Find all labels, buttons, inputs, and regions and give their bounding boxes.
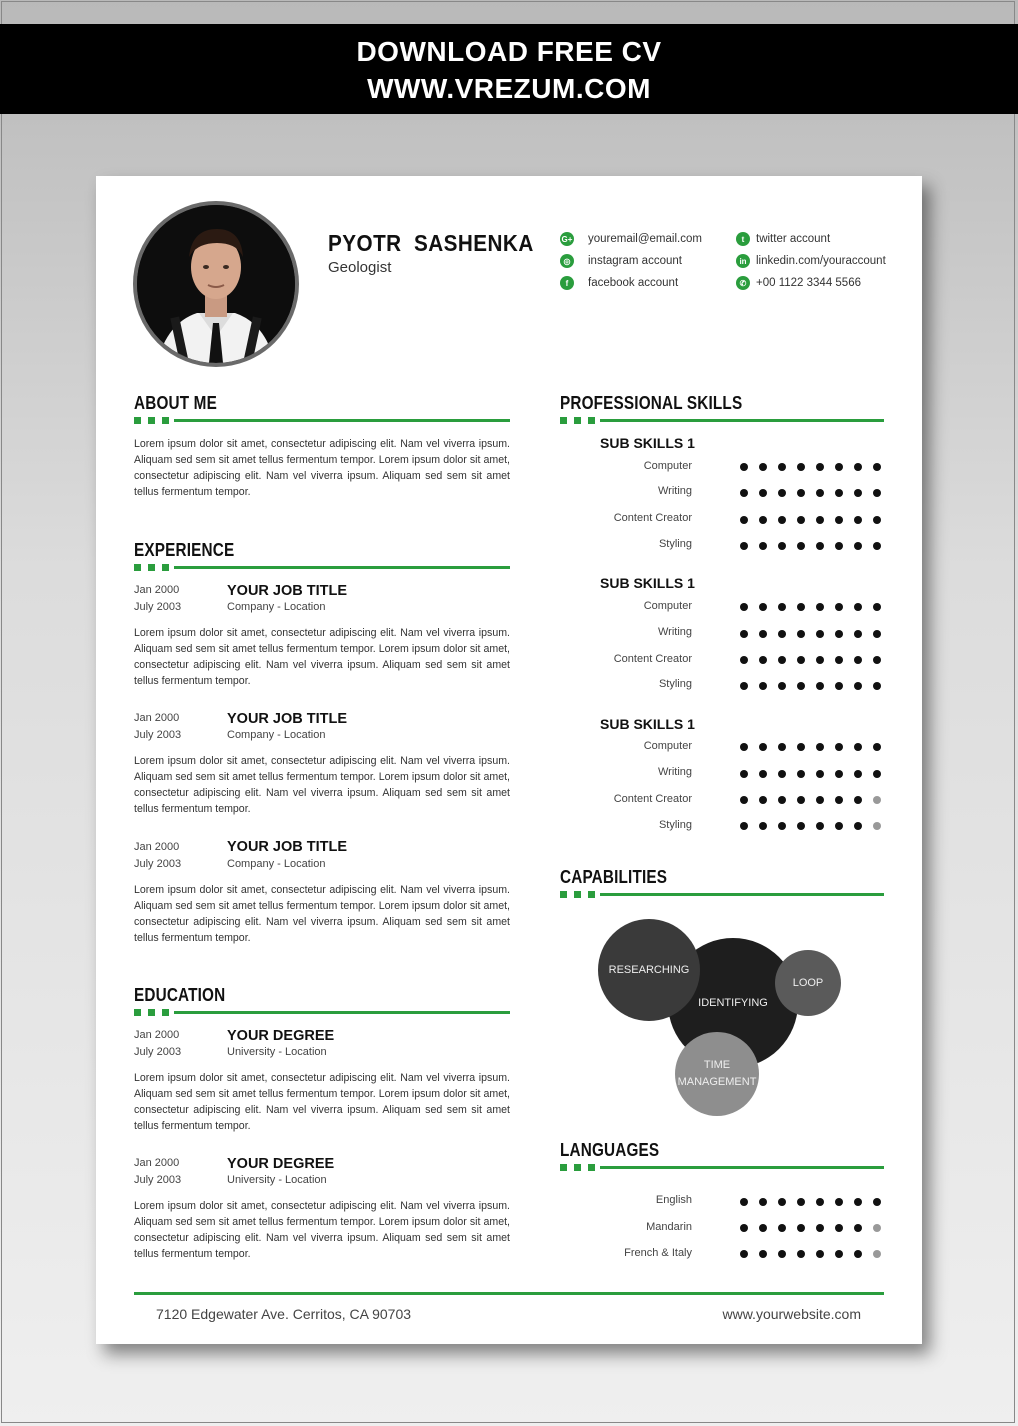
capability-researching-label: RESEARCHING (608, 963, 690, 976)
job-role: Geologist (328, 259, 392, 276)
heading-marker (574, 891, 581, 898)
instagram-text: instagram account (588, 255, 682, 267)
edu-1-school: University - Location (227, 1046, 327, 1058)
about-text: Lorem ipsum dolor sit amet, consectetur adipiscing elit. Nam vel viverra ipsum. Aliquam sed sem sit amet tellus fermentum tempor. Lorem ipsum dolor sit amet, consectetur adipiscing elit. Nam vel viverra ipsum. Aliquam sed sem sit amet tellus fermentum tempor. (134, 438, 510, 498)
rating-dot-empty (873, 822, 881, 830)
skill-1-2-rating (740, 489, 892, 497)
heading-marker (560, 417, 567, 424)
rating-dot-filled (778, 743, 786, 751)
rating-dot-filled (835, 630, 843, 638)
contact-instagram[interactable] (560, 254, 682, 268)
rating-dot-filled (740, 743, 748, 751)
rating-dot-filled (854, 1198, 862, 1206)
rating-dot-filled (778, 656, 786, 664)
rating-dot-filled (854, 489, 862, 497)
rating-dot-filled (816, 743, 824, 751)
rating-dot-filled (854, 656, 862, 664)
rating-dot-filled (816, 463, 824, 471)
language-3-rating (740, 1250, 892, 1258)
rating-dot-filled (854, 630, 862, 638)
rating-dot-filled (778, 822, 786, 830)
heading-marker (148, 1009, 155, 1016)
heading-marker (588, 417, 595, 424)
rating-dot-filled (778, 542, 786, 550)
rating-dot-filled (854, 603, 862, 611)
contact-phone[interactable] (736, 276, 861, 290)
rating-dot-filled (835, 770, 843, 778)
rating-dot-filled (797, 682, 805, 690)
heading-marker (148, 564, 155, 571)
rating-dot-filled (740, 516, 748, 524)
cv-sheet (96, 176, 922, 1344)
heading-marker (162, 564, 169, 571)
rating-dot-filled (797, 542, 805, 550)
heading-marker (134, 417, 141, 424)
rating-dot-filled (797, 1198, 805, 1206)
capability-loop (775, 950, 841, 1016)
rating-dot-filled (835, 463, 843, 471)
rating-dot-filled (778, 796, 786, 804)
contact-facebook[interactable] (560, 276, 678, 290)
rating-dot-filled (759, 516, 767, 524)
rating-dot-filled (759, 542, 767, 550)
rating-dot-filled (740, 603, 748, 611)
about-heading: ABOUT ME (134, 393, 217, 413)
skill-1-4-label: Styling (658, 538, 692, 550)
rating-dot-filled (873, 743, 881, 751)
rating-dot-filled (740, 1250, 748, 1258)
rating-dot-filled (873, 516, 881, 524)
rating-dot-filled (816, 822, 824, 830)
capability-time-line1: TIME (703, 1059, 731, 1071)
skill-2-1-label: Computer (643, 600, 692, 612)
exp-1-company: Company - Location (227, 601, 326, 613)
heading-marker (574, 1164, 581, 1171)
language-2-label: Mandarin (646, 1221, 692, 1233)
rating-dot-filled (759, 1250, 767, 1258)
rating-dot-filled (797, 603, 805, 611)
rating-dot-filled (797, 656, 805, 664)
rating-dot-filled (873, 603, 881, 611)
rating-dot-filled (835, 656, 843, 664)
rating-dot-filled (835, 1198, 843, 1206)
banner-line-2: WWW.VREZUM.COM (367, 73, 651, 104)
rating-dot-filled (740, 1224, 748, 1232)
rating-dot-empty (873, 796, 881, 804)
skill-3-2-rating (740, 770, 892, 778)
capability-time-line2: MANAGEMENT (677, 1076, 757, 1088)
rating-dot-filled (816, 682, 824, 690)
rating-dot-filled (854, 1224, 862, 1232)
edu-1-text: Lorem ipsum dolor sit amet, consectetur adipiscing elit. Nam vel viverra ipsum. Aliquam sed sem sit amet tellus fermentum tempor. Lorem ipsum dolor sit amet, consectetur adipiscing elit. Nam vel viverra ipsum. Aliquam sed sem sit amet tellus fermentum tempor. (134, 1072, 510, 1132)
rating-dot-filled (873, 489, 881, 497)
profile-photo (133, 201, 299, 367)
first-name: PYOTR (328, 230, 402, 256)
skill-1-1-label: Computer (643, 460, 692, 472)
skill-group-1-heading: SUB SKILLS 1 (600, 435, 695, 451)
rating-dot-filled (778, 630, 786, 638)
rating-dot-filled (873, 542, 881, 550)
rating-dot-filled (759, 630, 767, 638)
facebook-icon: f (560, 276, 574, 290)
experience-heading: EXPERIENCE (134, 540, 235, 560)
heading-marker (588, 1164, 595, 1171)
skill-2-1-rating (740, 603, 892, 611)
rating-dot-filled (854, 770, 862, 778)
rating-dot-filled (778, 682, 786, 690)
rating-dot-filled (816, 516, 824, 524)
edu-2-school: University - Location (227, 1174, 327, 1186)
skill-3-1-rating (740, 743, 892, 751)
rating-dot-filled (835, 743, 843, 751)
rating-dot-filled (797, 489, 805, 497)
heading-marker (162, 1009, 169, 1016)
rating-dot-filled (816, 603, 824, 611)
footer-website[interactable]: www.yourwebsite.com (722, 1306, 861, 1322)
rating-dot-filled (759, 770, 767, 778)
linkedin-text: linkedin.com/youraccount (756, 255, 886, 267)
edu-1-start: Jan 2000 (134, 1029, 180, 1041)
email-text: youremail@email.com (588, 233, 702, 245)
rating-dot-filled (854, 822, 862, 830)
skill-2-4-label: Styling (658, 678, 692, 690)
rating-dot-filled (740, 489, 748, 497)
banner-line-1: DOWNLOAD FREE CV (356, 36, 662, 67)
skill-1-1-rating (740, 463, 892, 471)
rating-dot-filled (816, 1198, 824, 1206)
rating-dot-filled (740, 542, 748, 550)
edu-1-end: July 2003 (134, 1046, 182, 1058)
skill-3-2-label: Writing (657, 766, 692, 778)
full-name (328, 230, 534, 257)
contact-twitter[interactable] (736, 232, 830, 246)
rating-dot-filled (797, 1250, 805, 1258)
rating-dot-filled (759, 656, 767, 664)
rating-dot-filled (816, 630, 824, 638)
exp-2-title: YOUR JOB TITLE (227, 711, 348, 727)
language-1-label: English (655, 1194, 692, 1206)
skill-2-3-label: Content Creator (613, 653, 692, 665)
rating-dot-filled (740, 656, 748, 664)
footer-rule (134, 1292, 884, 1295)
heading-marker (574, 417, 581, 424)
edu-2-start: Jan 2000 (134, 1157, 180, 1169)
rating-dot-filled (873, 463, 881, 471)
rating-dot-filled (873, 770, 881, 778)
rating-dot-filled (759, 796, 767, 804)
capability-loop-label: LOOP (792, 976, 824, 989)
exp-1-text: Lorem ipsum dolor sit amet, consectetur adipiscing elit. Nam vel viverra ipsum. Aliquam sed sem sit amet tellus fermentum tempor. Lorem ipsum dolor sit amet, consectetur adipiscing elit. Nam vel viverra ipsum. Aliquam sed sem sit amet tellus fermentum tempor. (134, 627, 510, 687)
skill-2-2-label: Writing (657, 626, 692, 638)
skill-1-3-label: Content Creator (613, 512, 692, 524)
facebook-text: facebook account (588, 277, 679, 289)
heading-marker (148, 417, 155, 424)
rating-dot-empty (873, 1224, 881, 1232)
exp-1-title: YOUR JOB TITLE (227, 583, 348, 599)
rating-dot-filled (797, 796, 805, 804)
heading-rule (174, 419, 510, 422)
exp-3-start: Jan 2000 (134, 841, 180, 853)
heading-marker (560, 891, 567, 898)
rating-dot-filled (873, 1198, 881, 1206)
skill-3-3-rating (740, 796, 892, 804)
skill-3-1-label: Computer (643, 740, 692, 752)
rating-dot-filled (816, 542, 824, 550)
instagram-icon: ◎ (560, 254, 574, 268)
rating-dot-filled (835, 1224, 843, 1232)
rating-dot-filled (816, 770, 824, 778)
rating-dot-filled (854, 796, 862, 804)
language-3-label: French & Italy (624, 1247, 692, 1259)
rating-dot-filled (778, 1224, 786, 1232)
rating-dot-filled (778, 603, 786, 611)
phone-icon: ✆ (736, 276, 750, 290)
skill-1-2-label: Writing (657, 485, 692, 497)
rating-dot-filled (759, 489, 767, 497)
rating-dot-filled (854, 516, 862, 524)
heading-marker (162, 417, 169, 424)
phone-text: +00 1122 3344 5566 (756, 277, 861, 289)
rating-dot-filled (797, 822, 805, 830)
rating-dot-filled (835, 516, 843, 524)
capability-researching (598, 919, 700, 1021)
skill-3-4-rating (740, 822, 892, 830)
rating-dot-filled (816, 489, 824, 497)
skill-1-4-rating (740, 542, 892, 550)
language-1-rating (740, 1198, 892, 1206)
rating-dot-filled (759, 463, 767, 471)
footer-address: 7120 Edgewater Ave. Cerritos, CA 90703 (156, 1306, 412, 1322)
rating-dot-filled (835, 489, 843, 497)
exp-3-end: July 2003 (134, 858, 182, 870)
skill-3-4-label: Styling (658, 819, 692, 831)
exp-3-text: Lorem ipsum dolor sit amet, consectetur adipiscing elit. Nam vel viverra ipsum. Aliquam sed sem sit amet tellus fermentum tempor. Lorem ipsum dolor sit amet, consectetur adipiscing elit. Nam vel viverra ipsum. Aliquam sed sem sit amet tellus fermentum tempor. (134, 884, 510, 944)
rating-dot-filled (797, 463, 805, 471)
linkedin-icon: in (736, 254, 750, 268)
rating-dot-filled (778, 1250, 786, 1258)
heading-rule (174, 566, 510, 569)
rating-dot-filled (797, 770, 805, 778)
capability-time-label (678, 1057, 757, 1091)
rating-dot-filled (740, 463, 748, 471)
capabilities-heading: CAPABILITIES (560, 867, 668, 887)
contact-email[interactable] (560, 232, 702, 246)
rating-dot-filled (854, 682, 862, 690)
rating-dot-filled (873, 630, 881, 638)
rating-dot-filled (797, 630, 805, 638)
edu-2-end: July 2003 (134, 1174, 182, 1186)
rating-dot-empty (873, 1250, 881, 1258)
rating-dot-filled (816, 656, 824, 664)
rating-dot-filled (759, 682, 767, 690)
rating-dot-filled (759, 822, 767, 830)
rating-dot-filled (854, 743, 862, 751)
twitter-icon: t (736, 232, 750, 246)
heading-marker (134, 564, 141, 571)
rating-dot-filled (759, 603, 767, 611)
exp-3-company: Company - Location (227, 858, 326, 870)
heading-rule (600, 893, 884, 896)
heading-rule (600, 1166, 884, 1169)
rating-dot-filled (778, 489, 786, 497)
rating-dot-filled (854, 1250, 862, 1258)
rating-dot-filled (759, 743, 767, 751)
rating-dot-filled (740, 770, 748, 778)
skill-2-2-rating (740, 630, 892, 638)
skill-2-4-rating (740, 682, 892, 690)
rating-dot-filled (835, 1250, 843, 1258)
last-name: SASHENKA (413, 230, 534, 256)
rating-dot-filled (835, 796, 843, 804)
edu-2-text: Lorem ipsum dolor sit amet, consectetur adipiscing elit. Nam vel viverra ipsum. Aliquam sed sem sit amet tellus fermentum tempor. Lorem ipsum dolor sit amet, consectetur adipiscing elit. Nam vel viverra ipsum. Aliquam sed sem sit amet tellus fermentum tempor. (134, 1200, 510, 1260)
rating-dot-filled (797, 743, 805, 751)
exp-1-start: Jan 2000 (134, 584, 180, 596)
edu-2-title: YOUR DEGREE (227, 1156, 335, 1172)
exp-1-end: July 2003 (134, 601, 182, 613)
capability-time-management (675, 1032, 759, 1116)
twitter-text: twitter account (756, 233, 831, 245)
rating-dot-filled (797, 516, 805, 524)
skills-heading: PROFESSIONAL SKILLS (560, 393, 743, 413)
rating-dot-filled (778, 516, 786, 524)
rating-dot-filled (740, 1198, 748, 1206)
exp-3-title: YOUR JOB TITLE (227, 839, 348, 855)
language-2-rating (740, 1224, 892, 1232)
rating-dot-filled (816, 1224, 824, 1232)
skill-group-2-heading: SUB SKILLS 1 (600, 575, 695, 591)
rating-dot-filled (835, 682, 843, 690)
rating-dot-filled (816, 796, 824, 804)
rating-dot-filled (854, 542, 862, 550)
exp-2-text: Lorem ipsum dolor sit amet, consectetur adipiscing elit. Nam vel viverra ipsum. Aliquam sed sem sit amet tellus fermentum tempor. Lorem ipsum dolor sit amet, consectetur adipiscing elit. Nam vel viverra ipsum. Aliquam sed sem sit amet tellus fermentum tempor. (134, 755, 510, 815)
rating-dot-filled (873, 656, 881, 664)
heading-marker (588, 891, 595, 898)
rating-dot-filled (740, 630, 748, 638)
rating-dot-filled (854, 463, 862, 471)
rating-dot-filled (835, 542, 843, 550)
skill-2-3-rating (740, 656, 892, 664)
rating-dot-filled (740, 682, 748, 690)
skill-group-3-heading: SUB SKILLS 1 (600, 716, 695, 732)
rating-dot-filled (835, 822, 843, 830)
rating-dot-filled (778, 770, 786, 778)
person-portrait-icon (137, 205, 295, 363)
heading-rule (600, 419, 884, 422)
capability-identifying-label: IDENTIFYING (698, 996, 768, 1009)
contact-linkedin[interactable] (736, 254, 886, 268)
education-heading: EDUCATION (134, 985, 226, 1005)
exp-2-company: Company - Location (227, 729, 326, 741)
skill-3-3-label: Content Creator (613, 793, 692, 805)
exp-2-end: July 2003 (134, 729, 182, 741)
rating-dot-filled (759, 1224, 767, 1232)
rating-dot-filled (797, 1224, 805, 1232)
heading-marker (134, 1009, 141, 1016)
rating-dot-filled (873, 682, 881, 690)
rating-dot-filled (740, 796, 748, 804)
edu-1-title: YOUR DEGREE (227, 1028, 335, 1044)
heading-rule (174, 1011, 510, 1014)
skill-1-3-rating (740, 516, 892, 524)
rating-dot-filled (778, 1198, 786, 1206)
rating-dot-filled (778, 463, 786, 471)
rating-dot-filled (816, 1250, 824, 1258)
download-banner[interactable] (0, 24, 1018, 114)
rating-dot-filled (740, 822, 748, 830)
google-plus-icon: G+ (560, 232, 574, 246)
rating-dot-filled (835, 603, 843, 611)
rating-dot-filled (759, 1198, 767, 1206)
languages-heading: LANGUAGES (560, 1140, 660, 1160)
heading-marker (560, 1164, 567, 1171)
exp-2-start: Jan 2000 (134, 712, 180, 724)
